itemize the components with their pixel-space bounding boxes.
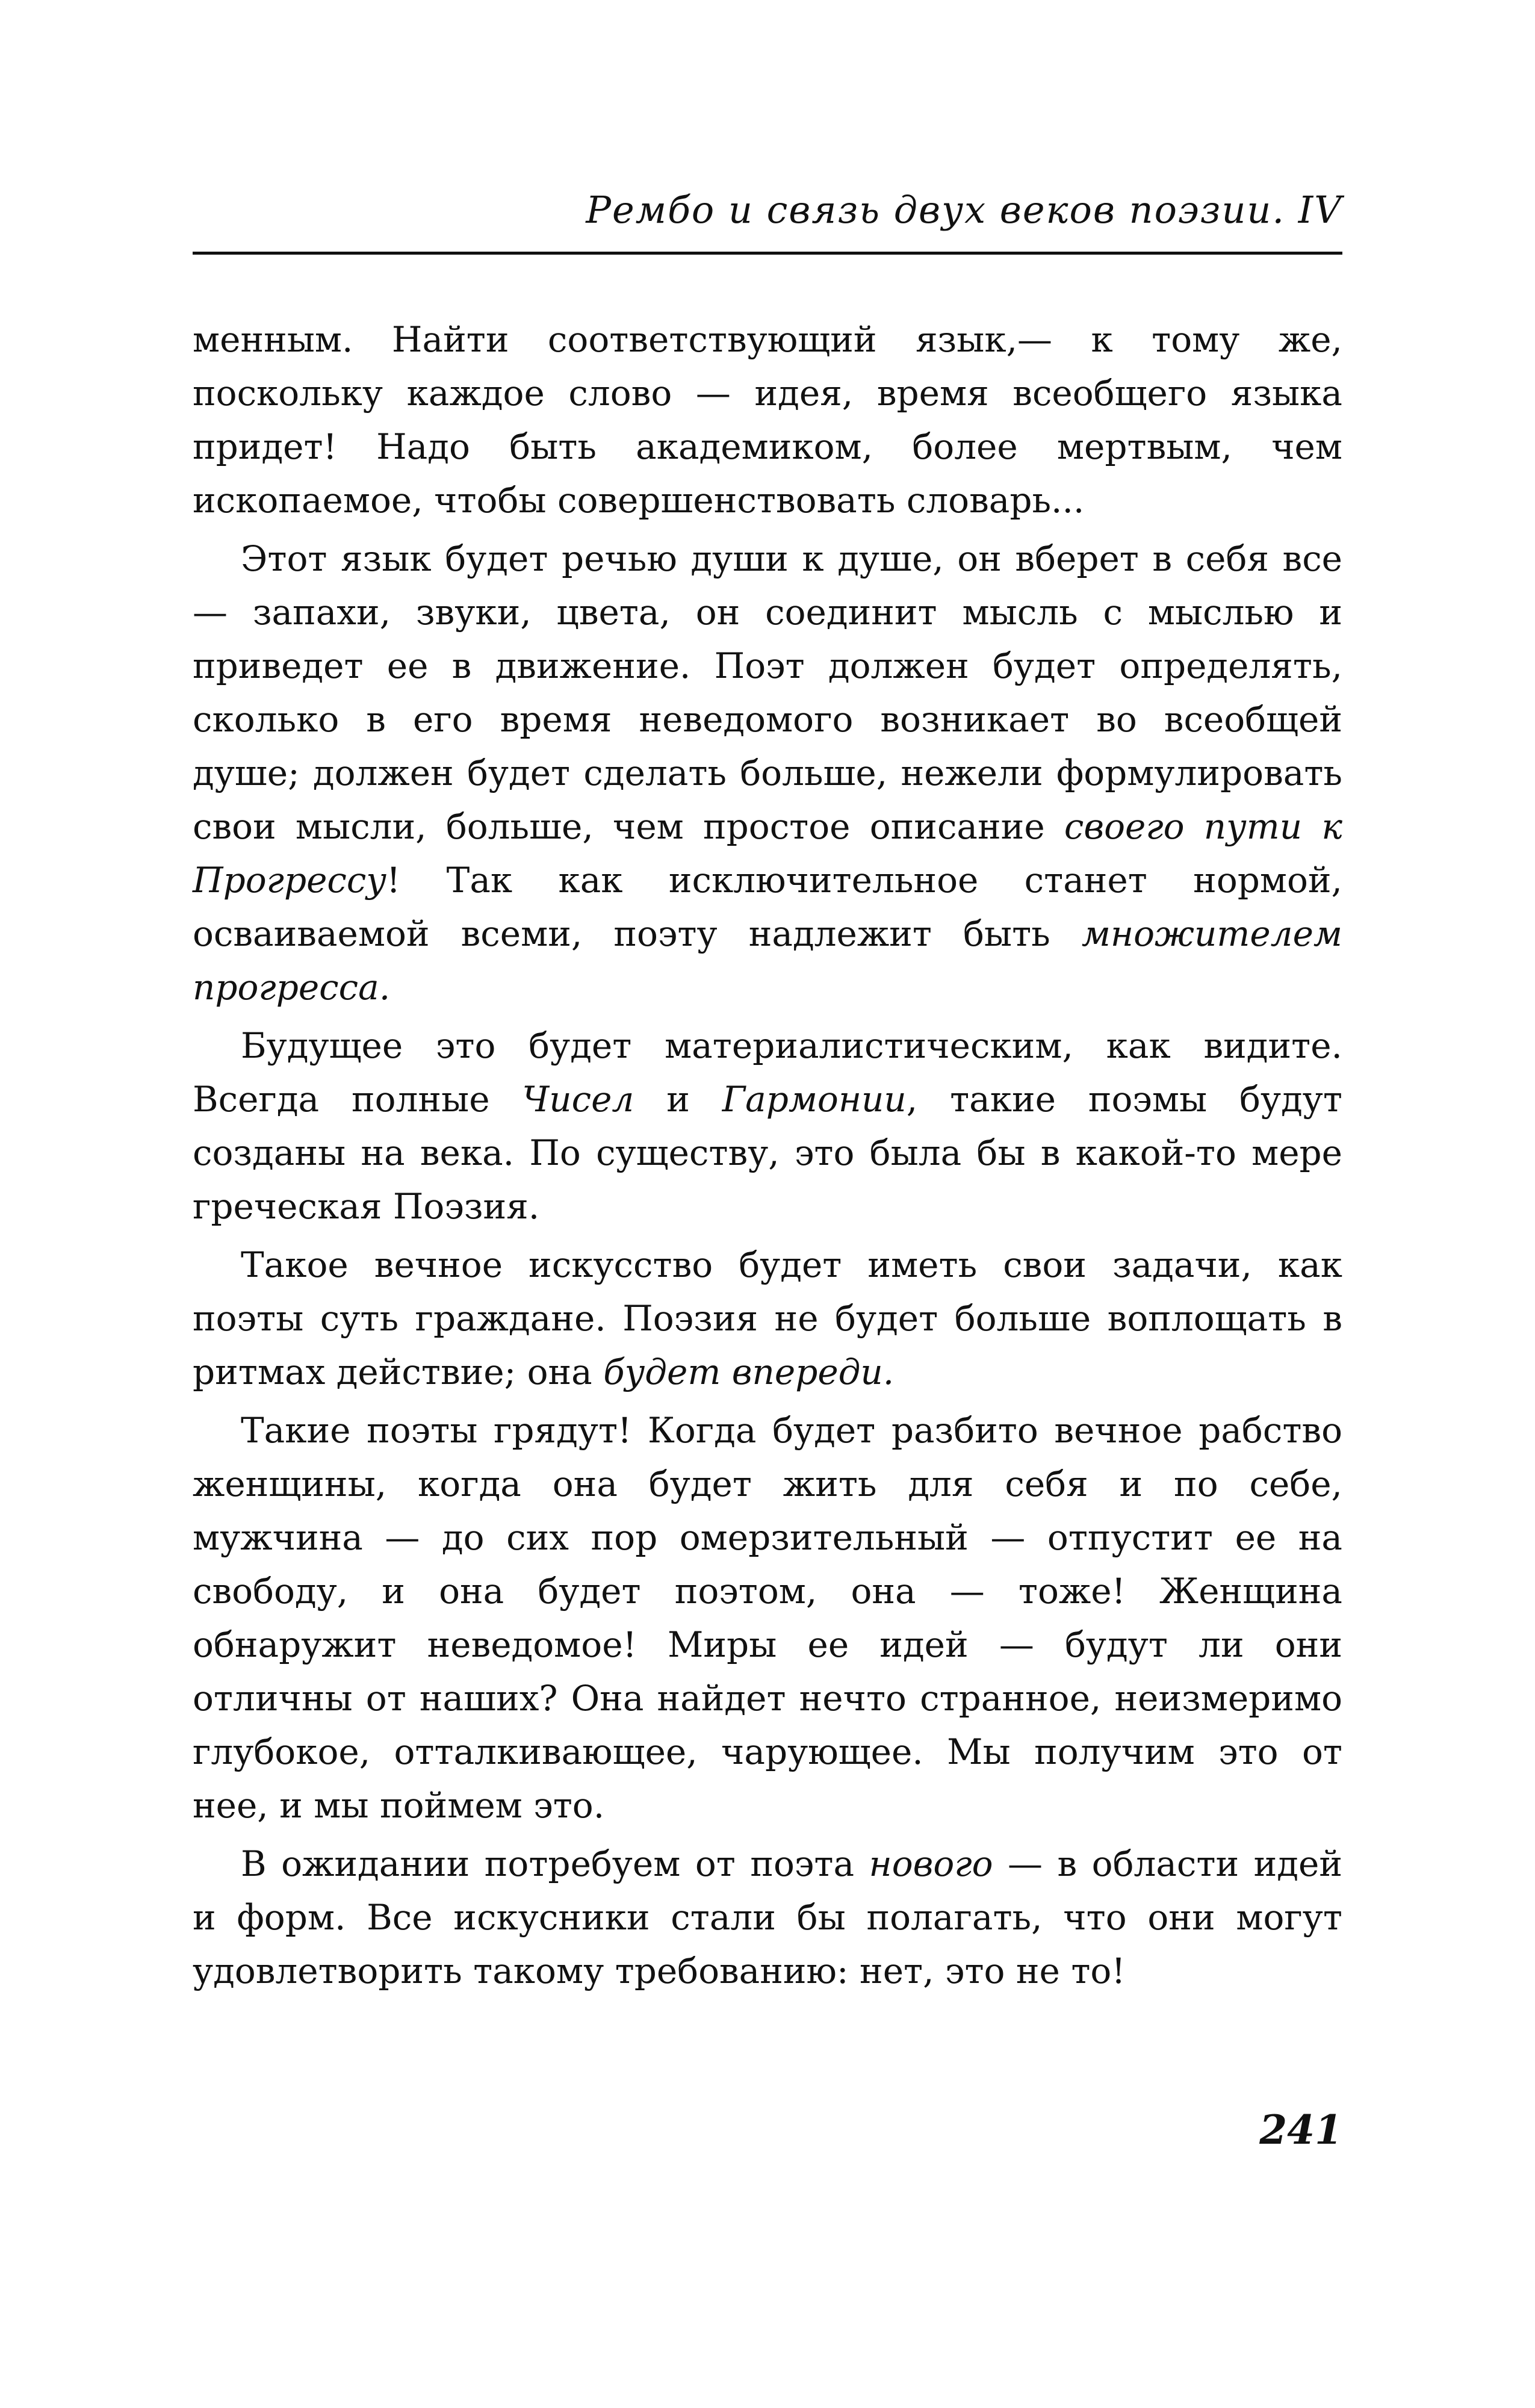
page-number: 241 <box>1259 2106 1342 2153</box>
italic-phrase: своего пути к Прогрессу <box>193 806 1343 901</box>
italic-phrase: нового <box>869 1843 993 1884</box>
body-text <box>193 313 1342 2003</box>
text-run: — в области идей и форм. Все искусники стали бы полагать, что они могут удовлетворить такому требованию: нет, это не то! <box>193 1843 1342 1991</box>
paragraph <box>193 1238 1342 1399</box>
paragraph <box>193 1404 1342 1832</box>
text-run: Такое вечное искусство будет иметь свои задачи, как поэты суть граждане. Поэзия не будет больше воплощать в ритмах действие; она <box>193 1244 1342 1392</box>
text-run: В ожидании потребуем от поэта <box>241 1843 869 1884</box>
italic-phrase: множителем прогресса. <box>193 913 1342 1008</box>
running-header: Рембо и связь двух веков поэзии. IV <box>586 188 1342 232</box>
paragraph <box>193 1019 1342 1233</box>
text-run: , такие поэмы будут созданы на века. По существу, это была бы в какой-то мере греческая Поэзия. <box>193 1079 1343 1227</box>
text-run: Такие поэты грядут! Когда будет разбито вечное рабство женщины, когда она будет жить для себя и по себе, мужчина — до сих пор омерзительный — отпустит ее на свободу, и она будет поэтом, она — тоже! Женщина обнаружит неведомое! Миры ее идей — будут ли они отличны от наших? Она найдет нечто странное, неизмеримо глубокое, отталкивающее, чарующее. Мы получим это от нее, и мы поймем это. <box>193 1410 1342 1826</box>
italic-phrase: будет впереди. <box>603 1351 895 1392</box>
paragraph <box>193 1837 1342 1998</box>
paragraph <box>193 313 1342 527</box>
italic-phrase: Гармонии <box>722 1079 907 1120</box>
header-rule <box>193 252 1342 255</box>
text-run: Этот язык будет речью души к душе, он вберет в себя все — запахи, звуки, цвета, он соединит мысль с мыслью и приведет ее в движение. Поэт должен будет определять, сколько в его время неведомого возникает во всеобщей душе; должен будет сделать больше, нежели формулировать свои мысли, больше, чем простое описание <box>193 538 1342 847</box>
book-page <box>193 0 1342 2408</box>
text-run: ! Так как исключительное станет нормой, осваиваемой всеми, поэту надлежит быть <box>193 860 1342 954</box>
text-run: менным. Найти соответствующий язык,— к тому же, поскольку каждое слово — идея, время всеобщего языка придет! Надо быть академиком, более мертвым, чем ископаемое, чтобы совершенствовать словарь... <box>193 319 1342 521</box>
paragraph <box>193 532 1342 1014</box>
text-run: Будущее это будет материалистическим, как видите. Всегда полные <box>193 1025 1342 1120</box>
text-run: и <box>634 1079 722 1120</box>
italic-phrase: Чисел <box>522 1079 634 1120</box>
